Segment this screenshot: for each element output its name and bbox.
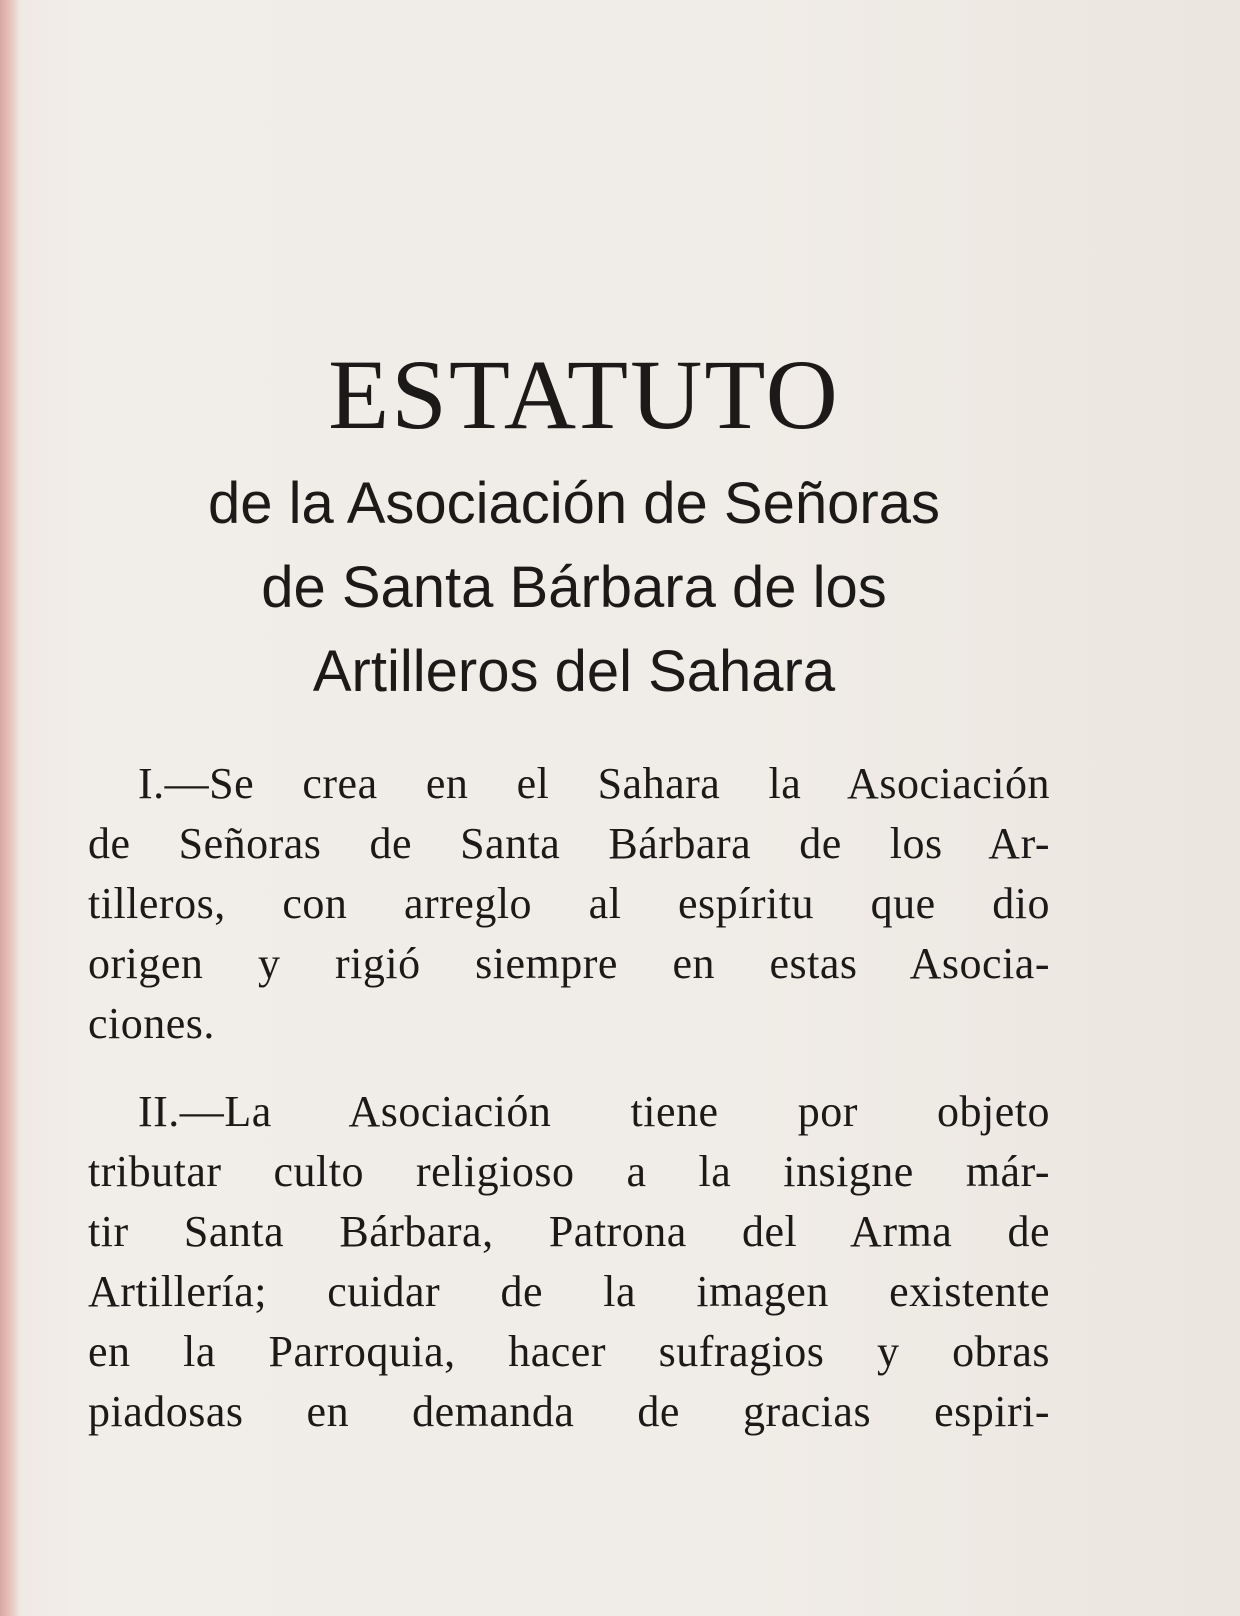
article-line: de Señoras de Santa Bárbara de los Ar- [88, 819, 1050, 868]
article-line: tir Santa Bárbara, Patrona del Arma de [88, 1207, 1050, 1256]
article-line: Artillería; cuidar de la imagen existente [88, 1267, 1050, 1316]
article-text: Se crea en el Sahara la Asociación [209, 759, 1050, 808]
article-line [88, 754, 1050, 814]
article-number: II.— [138, 1087, 225, 1136]
article-line: en la Parroquia, hacer sufragios y obras [88, 1327, 1050, 1376]
article-2 [88, 1082, 1050, 1442]
subtitle-line: Artilleros del Sahara [312, 639, 836, 704]
article-1 [88, 754, 1050, 1054]
article-line: origen y rigió siempre en estas Asocia- [88, 939, 1050, 988]
article-line: tributar culto religioso a la insigne már- [88, 1147, 1050, 1196]
article-text: La Asociación tiene por objeto [224, 1087, 1050, 1136]
document-subtitle [88, 462, 1050, 714]
page-edge [0, 0, 20, 1616]
article-number: I.— [138, 759, 210, 808]
article-line [88, 1082, 1050, 1142]
subtitle-line: de Santa Bárbara de los [261, 555, 887, 620]
article-line: tilleros, con arreglo al espíritu que dio [88, 879, 1050, 928]
document-body [88, 340, 1050, 1470]
article-line: ciones. [88, 999, 215, 1048]
article-line: piadosas en demanda de gracias espiri- [88, 1387, 1050, 1436]
subtitle-line: de la Asociación de Señoras [208, 471, 940, 536]
document-title: ESTATUTO [328, 339, 840, 450]
